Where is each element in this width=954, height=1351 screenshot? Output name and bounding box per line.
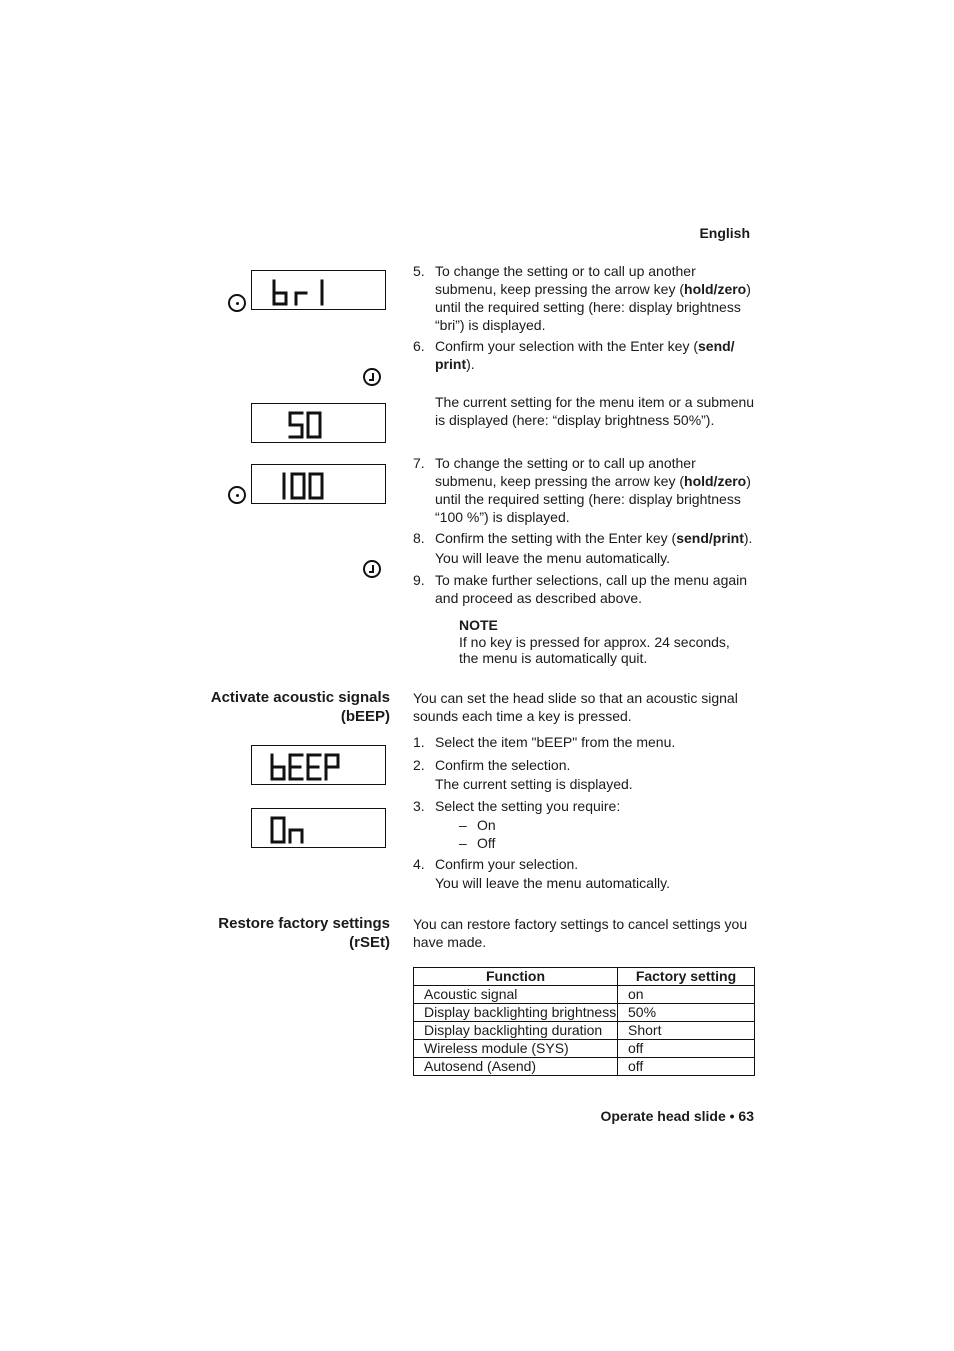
step-6-result: The current setting for the menu item or a submenu is displayed (here: “display brightness 50%”). (435, 394, 755, 428)
beep-step-2-result: The current setting is displayed. (435, 776, 633, 792)
language-label: English (699, 225, 750, 241)
table-header-row (414, 968, 755, 986)
beep-step-2: 2. Confirm the selection. (413, 757, 571, 773)
note-title: NOTE (459, 617, 498, 633)
rset-intro: You can restore factory settings to cancel settings you have made. (413, 916, 748, 950)
step-8-result: You will leave the menu automatically. (435, 550, 671, 566)
note-box (459, 616, 749, 666)
factory-settings-table (413, 967, 755, 1076)
arrow-key-icon (228, 486, 246, 504)
table-row: Display backlighting brightness 50% (414, 1004, 755, 1022)
lcd-100-segments (252, 465, 387, 505)
beep-step-3: 3. Select the setting you require: (413, 798, 621, 814)
step-6: 6. Confirm your selection with the Enter key (send/ print). (413, 338, 735, 372)
note-text: If no key is pressed for approx. 24 seconds, the menu is automatically quit. (459, 634, 730, 666)
table-row: Wireless module (SYS) off (414, 1040, 755, 1058)
lcd-beep-segments (252, 746, 387, 786)
arrow-key-icon (228, 294, 246, 312)
lcd-bri-segments (252, 271, 387, 311)
rset-heading: Restore factory settings (rSEt) (218, 915, 390, 951)
lcd-display-bri (251, 270, 386, 310)
beep-heading: Activate acoustic signals (bEEP) (210, 689, 390, 725)
table-row: Autosend (Asend) off (414, 1058, 755, 1076)
step-7: 7. To change the setting or to call up another submenu, keep pressing the arrow key (hold/zero) until the required setting (here: display brightness “100 %”) is displayed. (413, 455, 751, 525)
table-header-factory: Factory setting (618, 968, 755, 986)
step-9: 9. To make further selections, call up the menu again and proceed as described above. (413, 572, 748, 606)
page-footer: Operate head slide • 63 (600, 1108, 754, 1124)
lcd-display-50 (251, 403, 386, 443)
enter-key-icon (363, 368, 381, 386)
lcd-display-beep (251, 745, 386, 785)
lcd-display-100 (251, 464, 386, 504)
enter-key-icon (363, 560, 381, 578)
table-row: Display backlighting duration Short (414, 1022, 755, 1040)
table-row: Acoustic signal on (414, 986, 755, 1004)
beep-step-4: 4. Confirm your selection. (413, 856, 579, 872)
lcd-50-segments (252, 404, 387, 444)
beep-intro: You can set the head slide so that an acoustic signal sounds each time a key is pressed. (413, 690, 738, 724)
beep-option-on: – On (459, 817, 496, 833)
lcd-display-on (251, 808, 386, 848)
beep-option-off: – Off (459, 835, 496, 851)
beep-step-4-result: You will leave the menu automatically. (435, 875, 671, 891)
step-5: 5. To change the setting or to call up another submenu, keep pressing the arrow key (hold/zero) until the required setting (here: display brightness “bri”) is displayed. (413, 263, 751, 333)
step-8: 8. Confirm the setting with the Enter key (send/print). (413, 530, 753, 546)
table-header-function: Function (414, 968, 618, 986)
lcd-on-segments (252, 809, 387, 849)
beep-step-1: 1. Select the item "bEEP" from the menu. (413, 734, 676, 750)
